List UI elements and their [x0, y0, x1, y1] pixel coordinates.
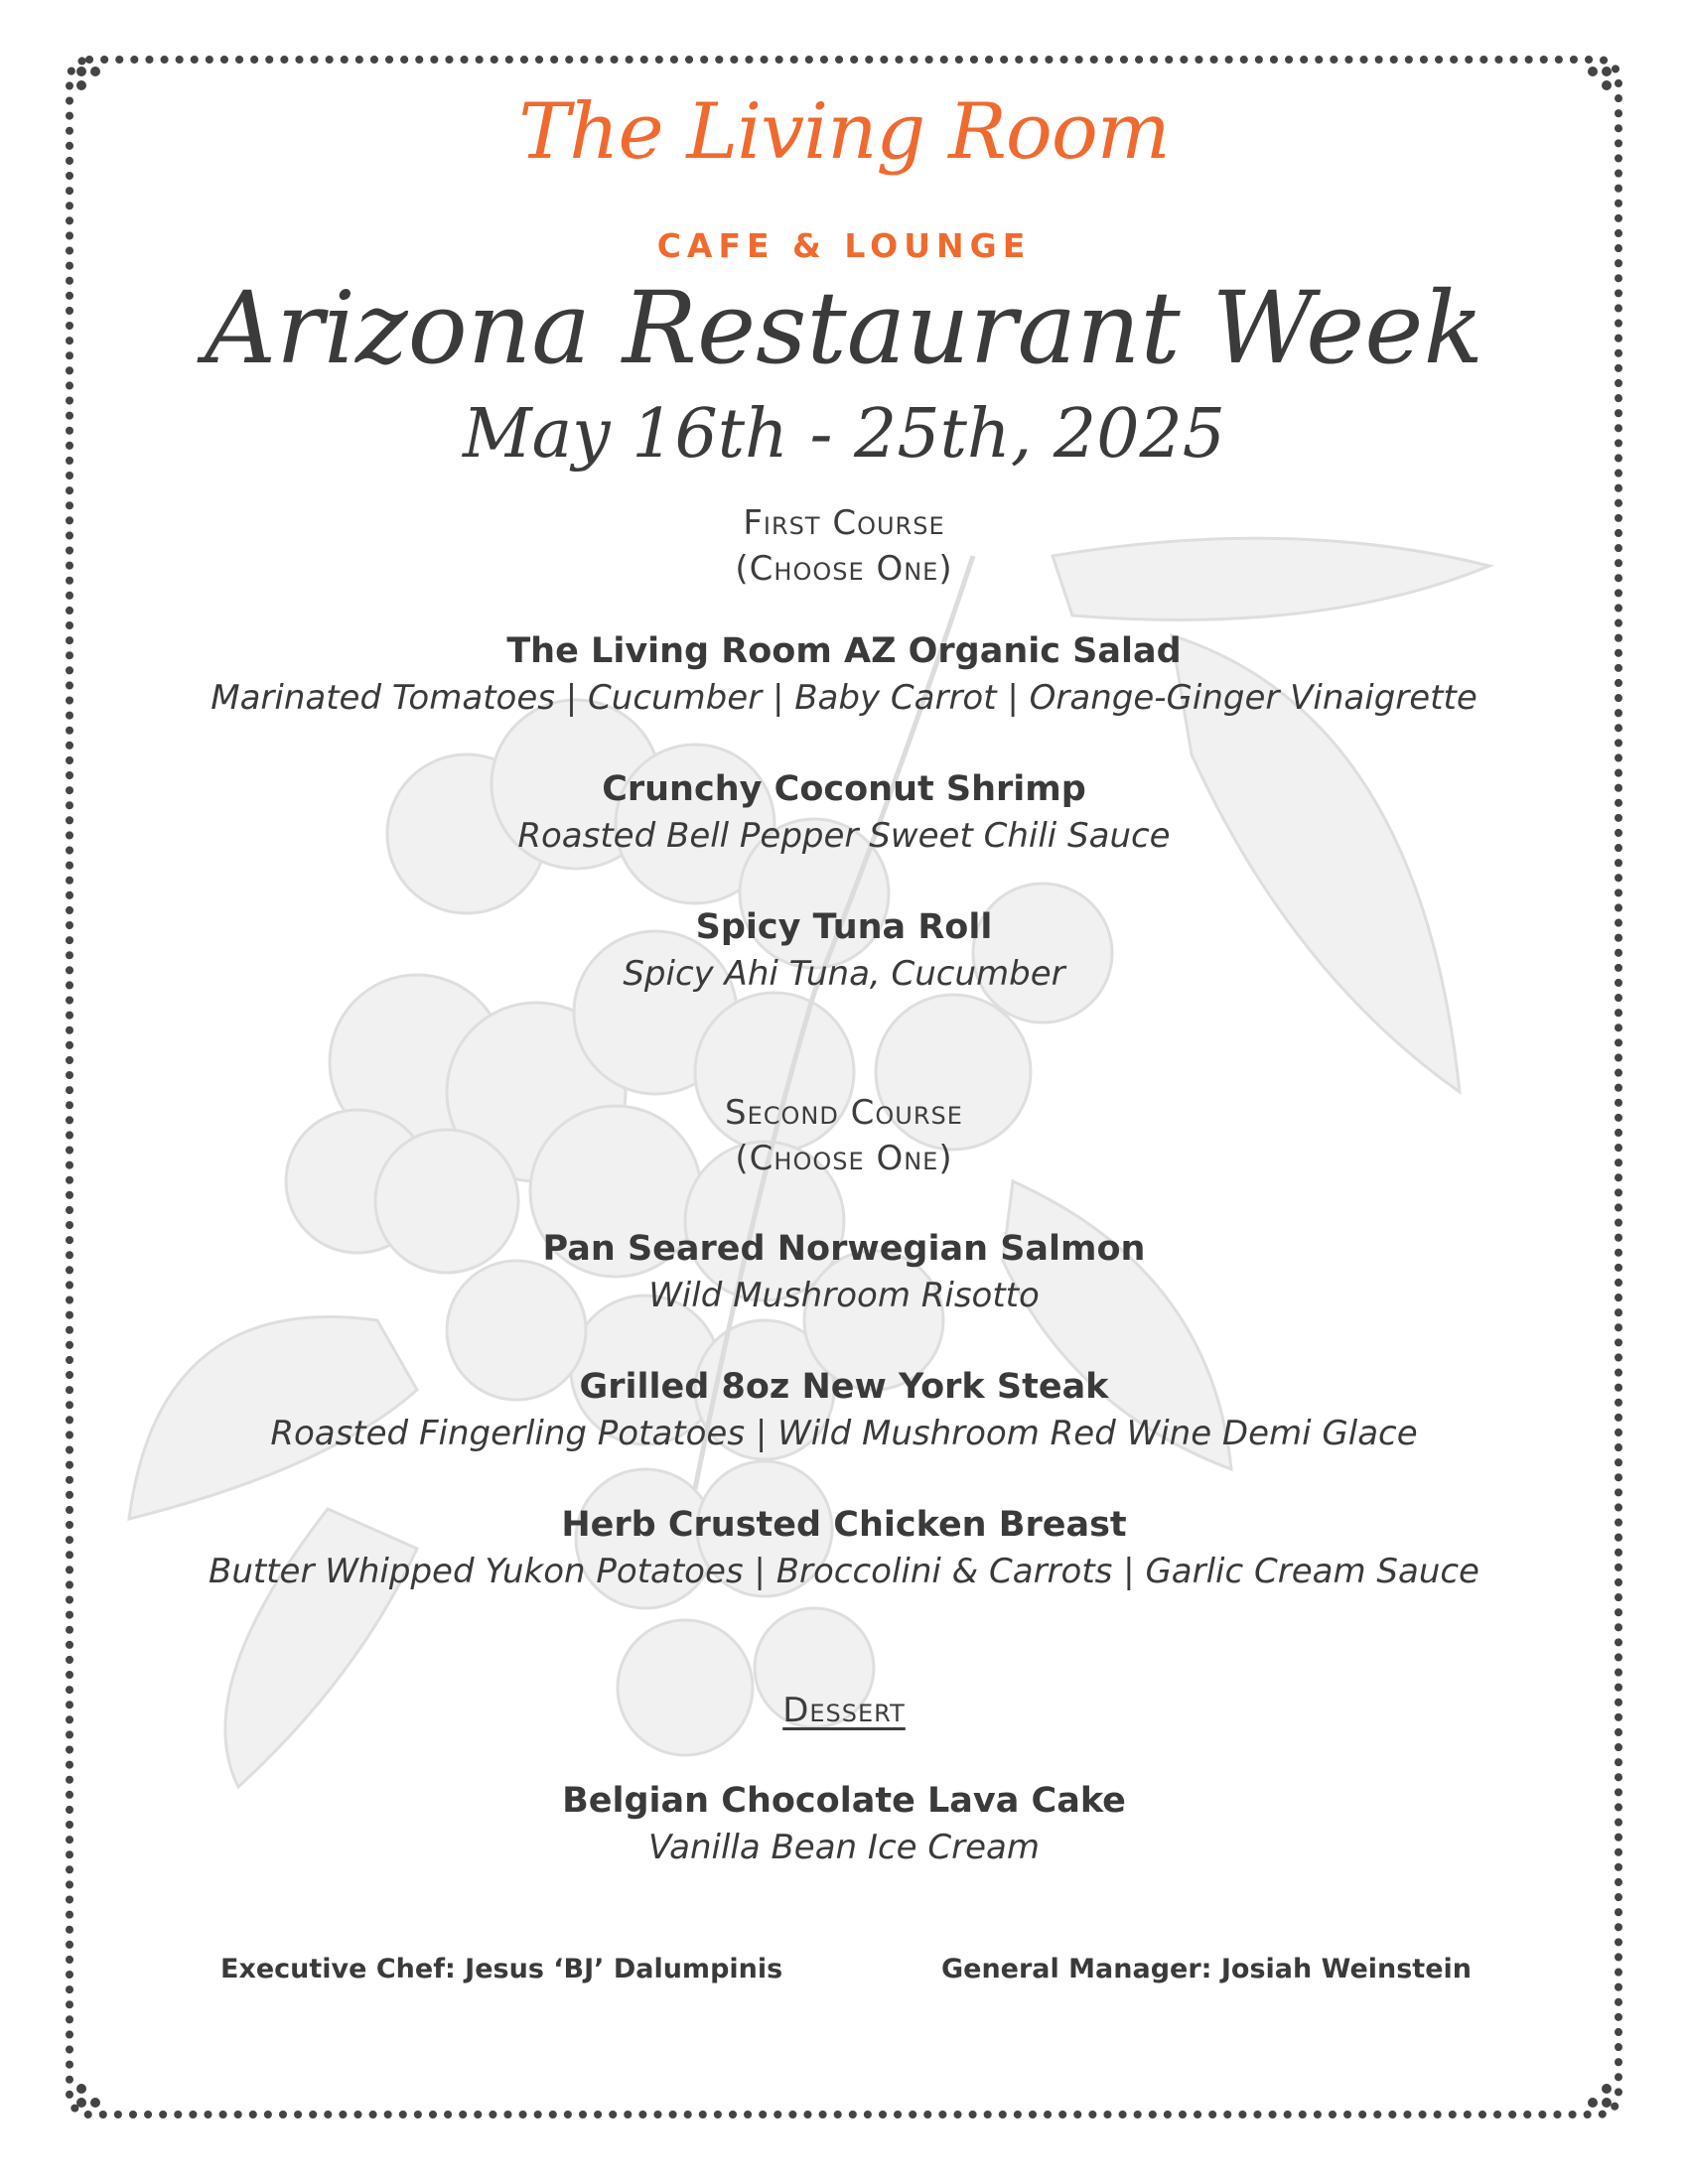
course-title: Dessert — [782, 1691, 906, 1730]
course-title: Second Course — [725, 1093, 963, 1133]
dish-name: Spicy Tuna Roll — [695, 907, 993, 947]
dish-item — [0, 903, 1688, 997]
dish-description: Wild Mushroom Risotto — [648, 1276, 1040, 1315]
event-title: Arizona Restaurant Week — [204, 270, 1484, 386]
dish-item — [0, 1501, 1688, 1594]
second-course-heading — [0, 1090, 1688, 1181]
dish-name: Grilled 8oz New York Steak — [579, 1367, 1109, 1407]
first-course-heading — [0, 500, 1688, 592]
dish-name: Belgian Chocolate Lava Cake — [562, 1781, 1126, 1821]
course-subtitle: (Choose One) — [735, 1139, 953, 1178]
dish-item — [0, 1225, 1688, 1318]
dish-name: Crunchy Coconut Shrimp — [602, 769, 1086, 809]
dish-description: Roasted Fingerling Potatoes | Wild Mushroom Red Wine Demi Glace — [270, 1414, 1418, 1453]
dish-item — [0, 765, 1688, 859]
course-subtitle: (Choose One) — [735, 549, 953, 589]
dish-description: Marinated Tomatoes | Cucumber | Baby Carrot | Orange-Ginger Vinaigrette — [211, 678, 1477, 718]
course-title: First Course — [743, 503, 945, 543]
dish-name: Herb Crusted Chicken Breast — [561, 1505, 1127, 1545]
dessert-heading — [0, 1688, 1688, 1733]
dish-description: Vanilla Bean Ice Cream — [648, 1828, 1040, 1867]
dish-description: Roasted Bell Pepper Sweet Chili Sauce — [517, 816, 1171, 856]
executive-chef: Executive Chef: Jesus ‘BJ’ Dalumpinis — [220, 1954, 783, 1984]
dish-name: Pan Seared Norwegian Salmon — [542, 1229, 1146, 1269]
dish-item — [0, 627, 1688, 721]
tagline: CAFE & LOUNGE — [656, 226, 1032, 265]
dish-description: Butter Whipped Yukon Potatoes | Broccolini & Carrots | Garlic Cream Sauce — [209, 1552, 1479, 1591]
dish-description: Spicy Ahi Tuna, Cucumber — [623, 954, 1065, 994]
logo: The Living Room — [518, 87, 1170, 177]
dish-item — [0, 1363, 1688, 1456]
general-manager: General Manager: Josiah Weinstein — [940, 1954, 1472, 1984]
dish-item — [0, 1777, 1688, 1870]
event-dates: May 16th - 25th, 2025 — [463, 395, 1225, 474]
dish-name: The Living Room AZ Organic Salad — [506, 631, 1182, 671]
